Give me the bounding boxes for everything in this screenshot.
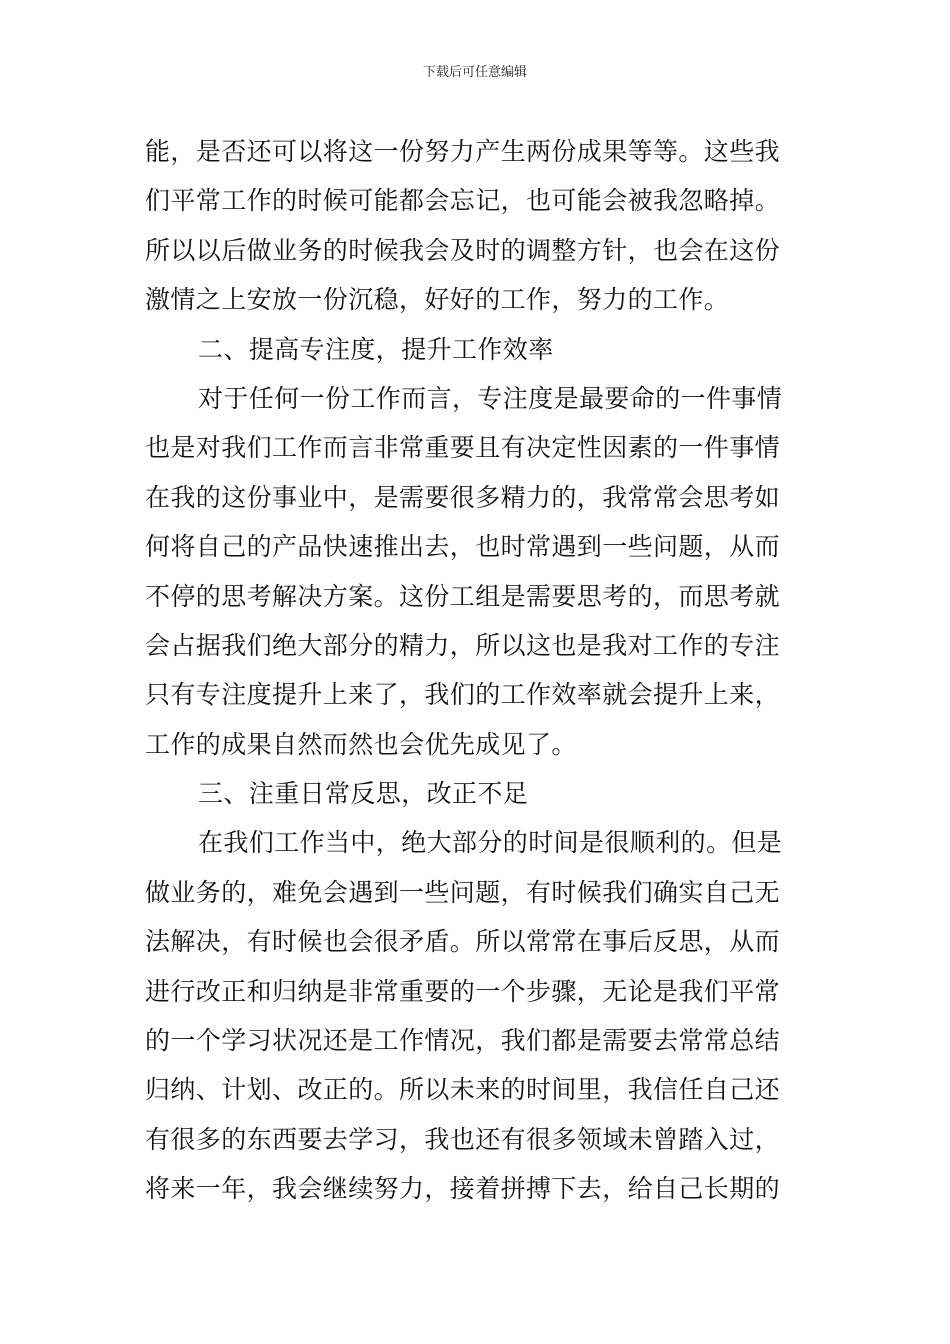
text-line: 们平常工作的时候可能都会忘记，也可能会被我忽略掉。 [145,186,781,216]
text-line: 工作的成果自然而然也会优先成见了。 [145,729,577,759]
text-line: 会占据我们绝大部分的精力，所以这也是我对工作的专注 [145,630,781,660]
section-heading: 三、注重日常反思，改正不足 [198,779,529,809]
text-line: 进行改正和归纳是非常重要的一个步骤，无论是我们平常 [145,976,781,1006]
text-line: 的一个学习状况还是工作情况，我们都是需要去常常总结 [145,1026,781,1056]
section-heading: 二、提高专注度，提升工作效率 [198,334,554,364]
text-line: 能，是否还可以将这一份努力产生两份成果等等。这些我 [145,137,781,166]
text-line: 也是对我们工作而言非常重要且有决定性因素的一件事情 [145,433,781,463]
text-line: 激情之上安放一份沉稳，好好的工作，努力的工作。 [145,285,730,315]
text-line: 将来一年，我会继续努力，接着拼搏下去，给自己长期的 [145,1174,781,1204]
page-header: 下载后可任意编辑 [422,65,527,80]
text-line: 所以以后做业务的时候我会及时的调整方针，也会在这份 [145,235,781,265]
text-line: 做业务的，难免会遇到一些问题，有时候我们确实自己无 [145,877,781,907]
text-line: 对于任何一份工作而言，专注度是最要命的一件事情 [198,383,783,413]
document-body [145,127,825,1214]
text-line: 只有专注度提升上来了，我们的工作效率就会提升上来， [145,680,781,710]
text-line: 法解决，有时候也会很矛盾。所以常常在事后反思，从而 [145,927,781,957]
text-line: 在我的这份事业中，是需要很多精力的，我常常会思考如 [145,482,781,512]
text-line: 在我们工作当中，绝大部分的时间是很顺利的。但是 [198,828,783,858]
text-line: 归纳、计划、改正的。所以未来的时间里，我信任自己还 [145,1075,781,1105]
text-line: 有很多的东西要去学习，我也还有很多领域未曾踏入过， [145,1124,781,1154]
text-line: 不停的思考解决方案。这份工组是需要思考的，而思考就 [145,581,781,611]
text-line: 何将自己的产品快速推出去，也时常遇到一些问题，从而 [145,532,781,562]
